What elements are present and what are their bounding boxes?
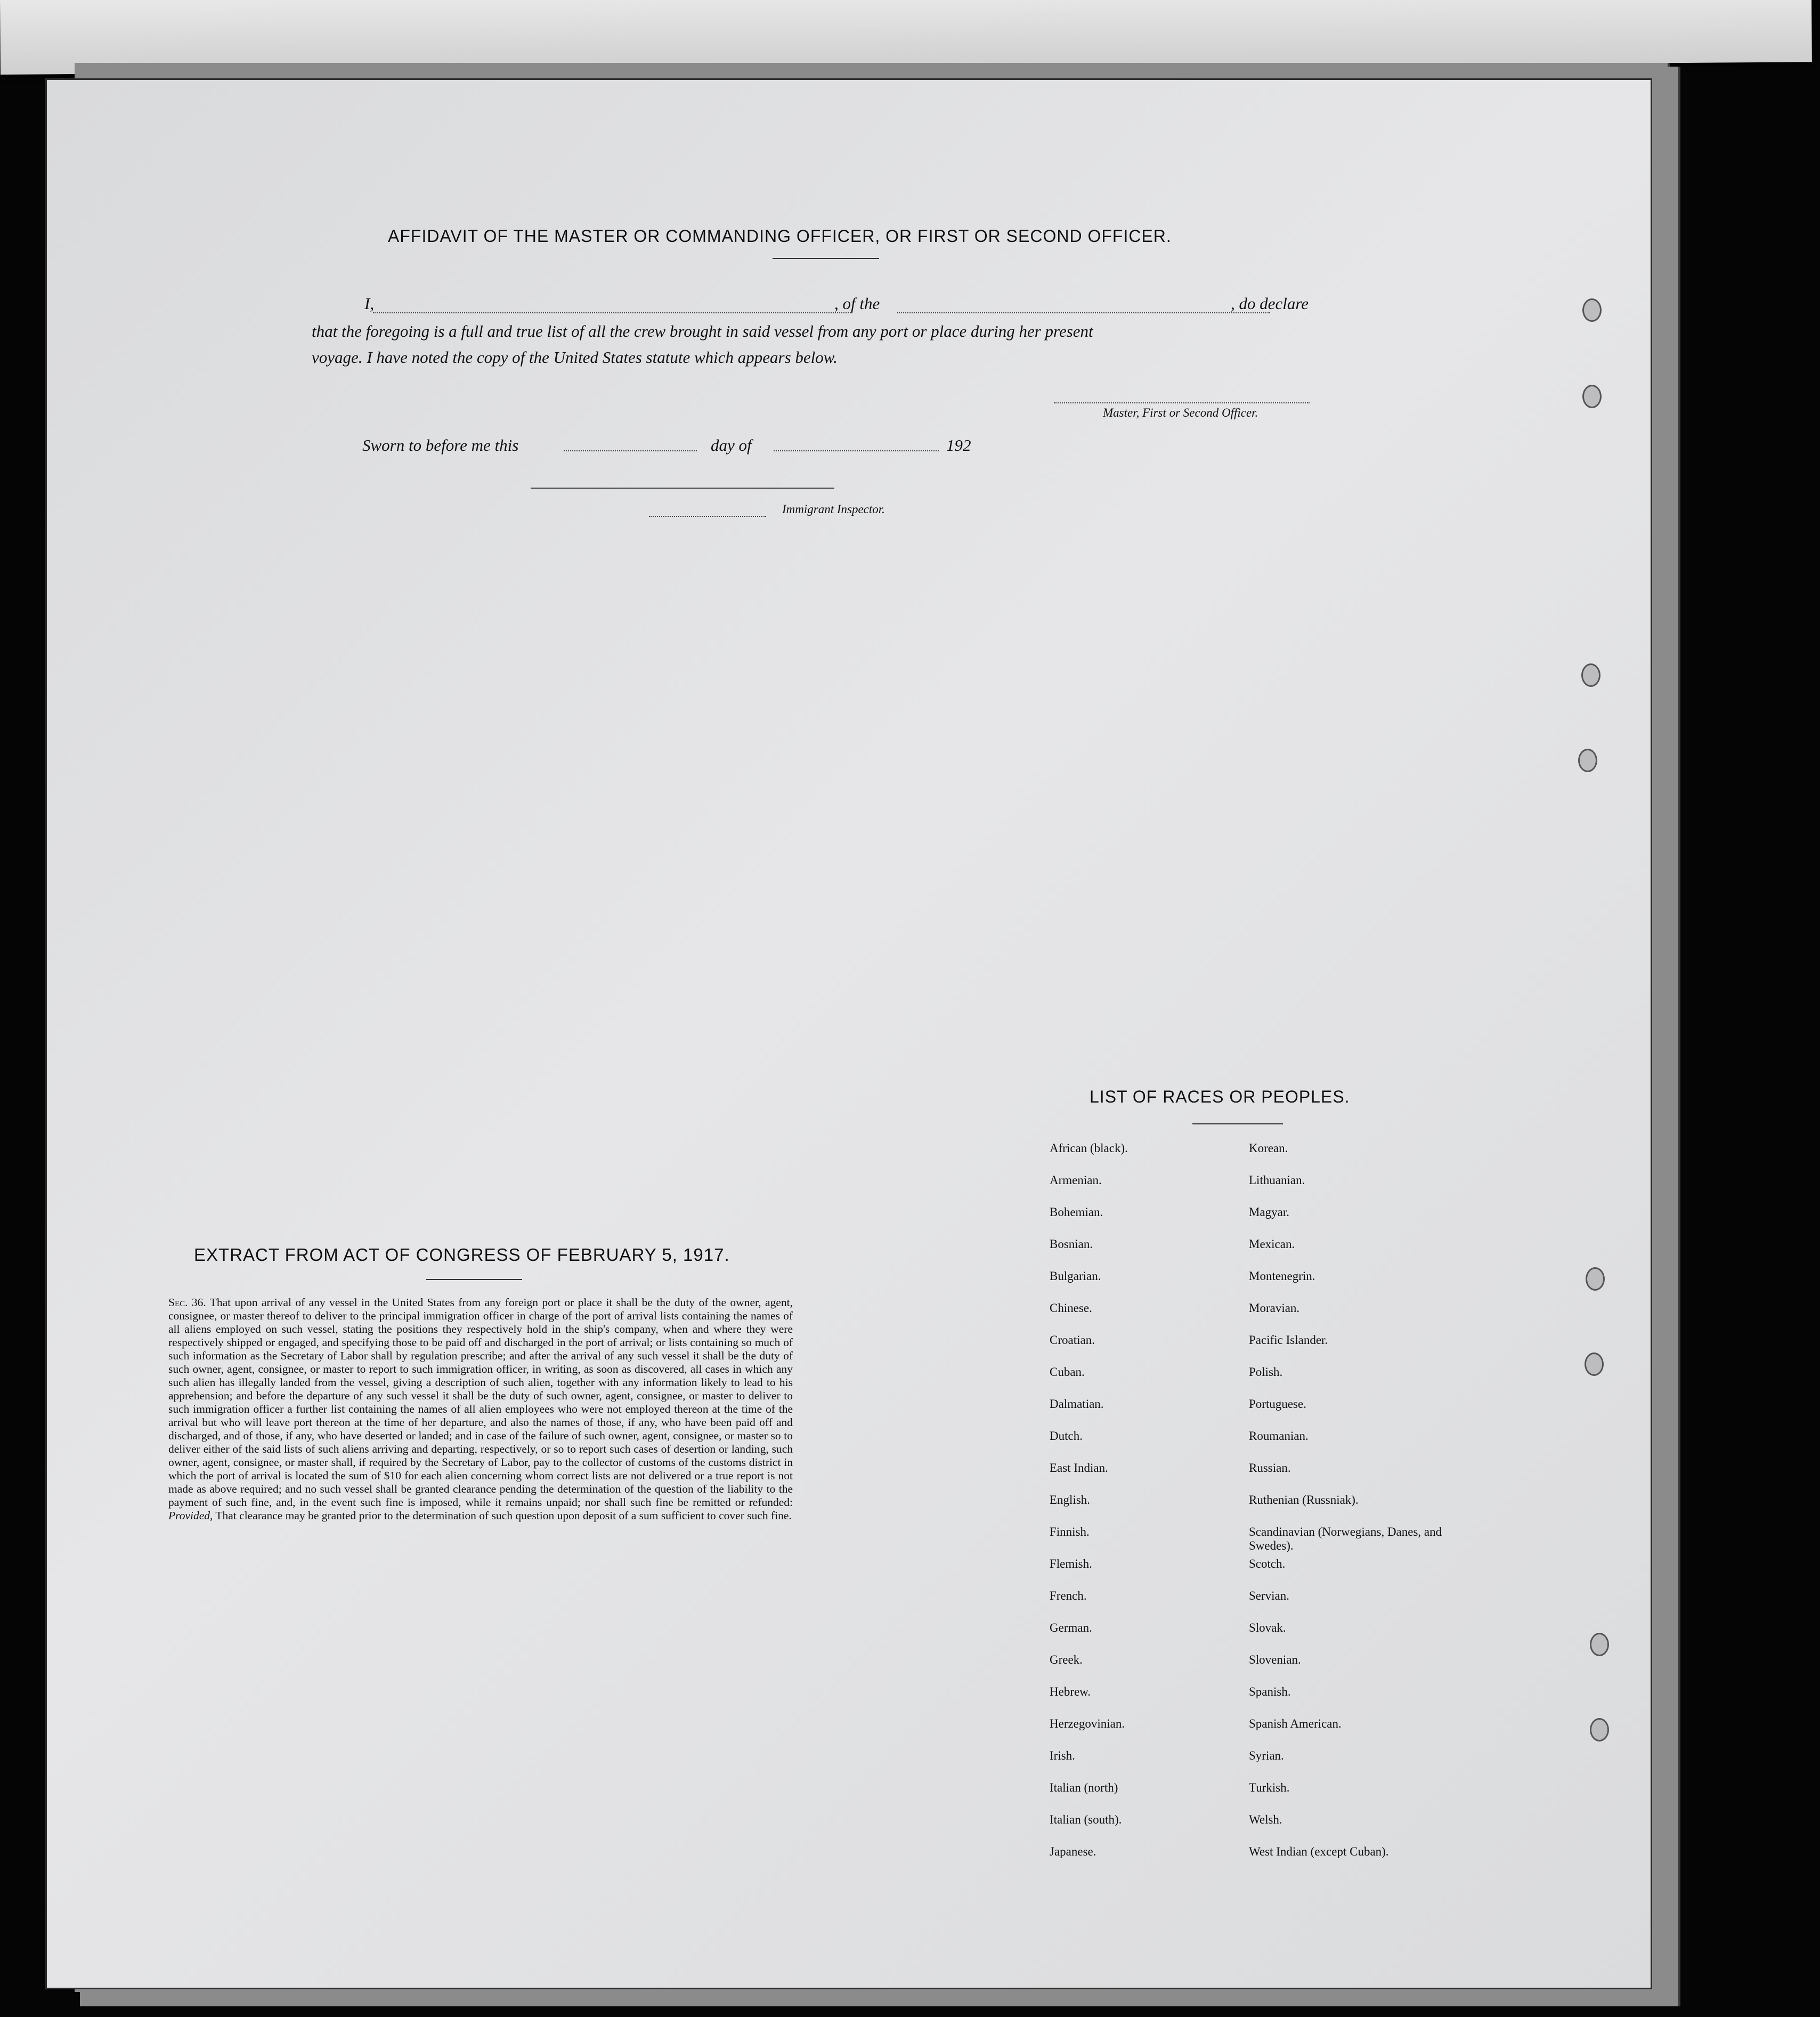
race-item: Lithuanian. [1249,1173,1305,1187]
race-item: Irish. [1050,1749,1075,1762]
sworn-text: Sworn to before me this [362,436,519,455]
race-item: Turkish. [1249,1781,1290,1794]
race-item: Welsh. [1249,1813,1282,1826]
affidavit-title: AFFIDAVIT OF THE MASTER OR COMMANDING OFFICER, OR FIRST OR SECOND OFFICER. [388,226,1172,246]
race-item: Herzegovinian. [1050,1717,1125,1730]
race-item: Chinese. [1050,1301,1092,1315]
document-page [47,80,1651,1988]
binder-hole [1581,663,1600,687]
race-item: Hebrew. [1050,1685,1091,1698]
races-title: LIST OF RACES OR PEOPLES. [1090,1087,1350,1106]
section-label: Sec. 36. [168,1296,206,1309]
race-item: Italian (south). [1050,1813,1122,1826]
race-item: Scandinavian (Norwegians, Danes, and Swedes). [1249,1525,1442,1552]
race-item: Croatian. [1050,1333,1095,1347]
binder-hole [1578,749,1597,772]
affidavit-of-the: , of the [834,294,880,313]
race-item: Ruthenian (Russniak). [1249,1493,1359,1506]
race-item: Spanish. [1249,1685,1291,1698]
binder-hole [1586,1267,1605,1291]
vessel-name-blank [897,312,1270,313]
race-item: Bulgarian. [1050,1269,1101,1283]
inspector-blank-1 [531,488,834,489]
affidavit-i: I, [364,294,375,313]
race-item: Italian (north) [1050,1781,1118,1794]
inspector-label: Immigrant Inspector. [782,503,885,516]
race-item: African (black). [1050,1141,1128,1155]
race-item: Dalmatian. [1050,1397,1104,1411]
race-item: Polish. [1249,1365,1283,1379]
race-item: English. [1050,1493,1091,1506]
race-item: West Indian (except Cuban). [1249,1845,1389,1858]
extract-divider [426,1279,522,1280]
sworn-day-of: day of [711,436,752,455]
race-item: East Indian. [1050,1461,1108,1475]
binder-hole [1582,298,1602,322]
races-column-1 [1050,1141,1128,1877]
binder-hole [1590,1633,1609,1656]
race-item: French. [1050,1589,1087,1602]
sworn-month-blank [774,450,939,451]
binder-hole [1590,1718,1609,1741]
race-item: Bosnian. [1050,1237,1093,1251]
race-item: Mexican. [1249,1237,1295,1251]
race-item: Moravian. [1249,1301,1300,1315]
binder-hole [1585,1352,1604,1376]
signature-label: Master, First or Second Officer. [1103,406,1258,419]
race-item: Flemish. [1050,1557,1092,1570]
races-divider [1192,1123,1283,1124]
races-column-2 [1249,1141,1473,1877]
race-item: Armenian. [1050,1173,1102,1187]
race-item: Spanish American. [1249,1717,1342,1730]
race-item: Syrian. [1249,1749,1284,1762]
signature-blank [1054,402,1310,403]
race-item: German. [1050,1621,1092,1634]
race-item: Servian. [1249,1589,1290,1602]
affidavit-line-3: voyage. I have noted the copy of the United States statute which appears below. [312,348,838,367]
sworn-day-blank [564,450,697,451]
race-item: Finnish. [1050,1525,1090,1538]
sworn-year: 192 [946,436,971,455]
race-item: Magyar. [1249,1205,1290,1219]
race-item: Bohemian. [1050,1205,1103,1219]
race-item: Slovak. [1249,1621,1286,1634]
race-item: Greek. [1050,1653,1083,1666]
inspector-blank-2 [649,516,766,517]
race-item: Cuban. [1050,1365,1085,1379]
affidavit-divider [773,258,879,259]
provided-word: Provided, [168,1509,213,1522]
race-item: Russian. [1249,1461,1291,1475]
race-item: Slovenian. [1249,1653,1301,1666]
affidavit-line-1 [364,294,374,313]
race-item: Korean. [1249,1141,1288,1155]
extract-title: EXTRACT FROM ACT OF CONGRESS OF FEBRUARY 5, 1917. [194,1245,730,1265]
race-item: Dutch. [1050,1429,1083,1443]
race-item: Japanese. [1050,1845,1096,1858]
master-name-blank [373,312,852,313]
race-item: Portuguese. [1249,1397,1306,1411]
extract-text: That upon arrival of any vessel in the United States from any foreign port or place it shall be the duty of the owner, agent, consignee, or master thereof to deliver to the principal immigration officer in charge of the port of arrival lists containing the names of all aliens employed on such vessel, stating the positions they respectively hold in the ship's company, when and where they were respectively shipped or engaged, and specifying those to be paid off and discharged in the port of arrival; or lists containing so much of such information as the Secretary of Labor shall by regulation prescribe; and after the arrival of any such vessel it shall be the duty of such owner, agent, consignee, or master to report to such immigration officer, in writing, as soon as discovered, all cases in which any such alien has illegally landed from the vessel, giving a description of such alien, together with any information likely to lead to his apprehension; and before the departure of any such vessel it shall be the duty of such owner, agent, consignee, or master to deliver to such immigration officer a further list containing the names of all alien employees who were not employed thereon at the time of the arrival but who will leave port thereon at the time of her departure, and also the names of those, if any, who have been paid off and discharged, and of those, if any, who have deserted or landed; and in case of the failure of such owner, agent, consignee, or master so to deliver either of the said lists of such aliens arriving and departing, respectively, or so to report such cases of desertion or landing, such owner, agent, consignee, or master shall, if required by the Secretary of Labor, pay to the collector of customs of the customs district in which the port of arrival is located the sum of $10 for each alien concerning whom correct lists are not delivered or a true report is not made as above required; and no such vessel shall be granted clearance pending the determination of the question of the liability to the payment of such fine, and, in the event such fine is imposed, while it remains unpaid; nor shall such fine be remitted or refunded: [168,1296,793,1509]
race-item: Montenegrin. [1249,1269,1315,1283]
race-item: Roumanian. [1249,1429,1309,1443]
extract-text-end: That clearance may be granted prior to the determination of such question upon deposit of a sum sufficient to cover such fine. [215,1509,792,1522]
race-item: Scotch. [1249,1557,1286,1570]
affidavit-do-declare: , do declare [1231,294,1309,313]
extract-body [168,1296,793,1522]
affidavit-line-2: that the foregoing is a full and true list of all the crew brought in said vessel from any port or place during her present [312,322,1093,341]
race-item: Pacific Islander. [1249,1333,1328,1347]
binder-hole [1582,385,1602,408]
